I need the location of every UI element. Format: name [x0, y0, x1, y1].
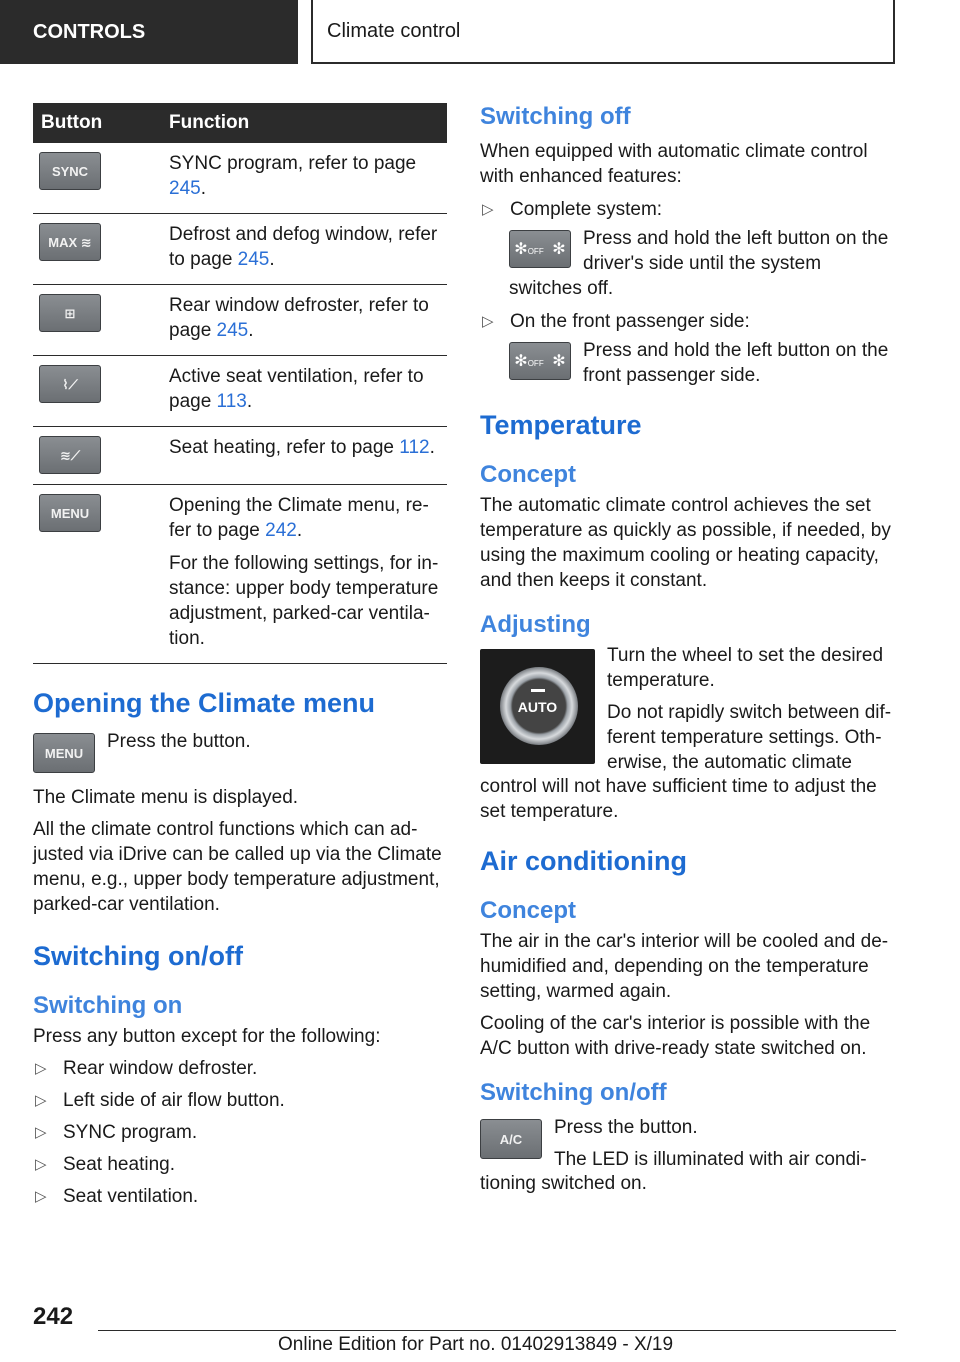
adjust-text-3: control will not have sufficient time to adjust the set temperature.	[480, 776, 877, 822]
heading-switching-off: Switching off	[480, 103, 631, 130]
menu-instruction	[33, 733, 447, 773]
table-row: ⌇⟋ Active seat ventilation, refer to page 113.	[33, 356, 447, 427]
heading-switching-on: Switching on	[33, 992, 183, 1019]
switch-off-text: When equipped with automatic climate control with enhanced features:	[480, 141, 868, 187]
header-button: Button	[33, 103, 159, 143]
chapter-title	[311, 0, 895, 64]
page-link[interactable]: 245	[169, 178, 201, 199]
row-text: Defrost and defog window, refer to page	[169, 224, 438, 270]
ac-button-icon: A/C	[480, 1119, 542, 1159]
air-cooling-text: Cooling of the car's interior is possible with the A/C button with drive-ready state switched on.	[480, 1013, 871, 1059]
page-link[interactable]: 112	[399, 437, 430, 458]
icon-text: SYNC	[51, 163, 89, 179]
switch-on-text: Press any button except for the following:	[33, 1026, 381, 1047]
chapter-title-text: Climate control	[327, 19, 461, 42]
page-link[interactable]: 245	[216, 320, 249, 341]
footer-divider	[98, 1330, 896, 1331]
triangle-bullet-icon: ▷	[482, 313, 494, 330]
heading-temperature: Temperature	[480, 410, 642, 440]
heading-ac-switching: Switching on/off	[480, 1079, 667, 1106]
ac-press-text: Press the button.	[554, 1117, 698, 1138]
table-header-row	[33, 103, 447, 143]
max-defrost-button-icon: MAX ≋	[39, 223, 101, 261]
list-item: ▷ Left side of air flow button.	[35, 1090, 285, 1111]
adjust-text-2: Do not rapidly switch between dif-ferent temperature settings. Oth-erwise, the automatic climate	[607, 702, 892, 773]
exception-list	[33, 1056, 447, 1209]
triangle-bullet-icon: ▷	[35, 1060, 47, 1077]
button-function-table	[33, 103, 447, 664]
list-item: ▷ Complete system:	[482, 199, 663, 220]
table-row: MENU Opening the Climate menu, re-fer to page 242. For the following settings, for in-stance: upper body temperature adjustment, parked-car ventila-tion.	[33, 485, 447, 664]
adjust-text-1: Turn the wheel to set the desired temperature.	[607, 645, 884, 691]
ac-led-text: The LED is illuminated with air condi-	[554, 1149, 867, 1170]
footer-edition: Online Edition for Part no. 01402913849 - X/19	[278, 1334, 674, 1355]
heading-concept-ac: Concept	[480, 897, 576, 924]
knob-label: AUTO	[517, 699, 558, 715]
complete-hold-text: Press and hold the left button on the driver's side until the system	[583, 228, 889, 274]
table-row: ≋⟋ Seat heating, refer to page 112.	[33, 427, 447, 485]
triangle-bullet-icon: ▷	[35, 1156, 47, 1173]
triangle-bullet-icon: ▷	[35, 1092, 47, 1109]
heading-opening-menu: Opening the Climate menu	[33, 688, 376, 718]
triangle-bullet-icon: ▷	[35, 1124, 47, 1141]
section-tab	[0, 0, 298, 64]
list-item: ▷ On the front passenger side:	[482, 311, 750, 332]
row-text: Opening the Climate menu, re-fer to page	[169, 495, 429, 541]
menu-button-icon: MENU	[33, 733, 95, 773]
table-row: ⊞ Rear window defroster, refer to page 245.	[33, 285, 447, 356]
heading-concept: Concept	[480, 461, 576, 488]
table-row: MAX ≋ Defrost and defog window, refer to page 245.	[33, 214, 447, 285]
row-text: Seat heating, refer to page	[169, 437, 400, 458]
temperature-knob-image	[480, 649, 595, 764]
complete-system-instruction	[509, 230, 896, 276]
temperature-concept-text: The automatic climate control achieves the set temperature as quickly as possible, if needed, by using the maximum cooling or heating capacity, and then keeps it constant.	[480, 495, 891, 591]
heading-adjusting: Adjusting	[480, 611, 591, 638]
ac-instruction	[480, 1119, 896, 1172]
air-concept-text: The air in the car's interior will be cooled and de-humidified and, depending on the temperature setting, warmed again.	[480, 931, 889, 1002]
row-text: Active seat ventilation, refer to page	[169, 366, 424, 412]
ac-led-continued: tioning switched on.	[480, 1173, 647, 1194]
row-text: Rear window defroster, refer to page	[169, 295, 429, 341]
heading-switching: Switching on/off	[33, 941, 243, 971]
front-passenger-instruction	[509, 342, 896, 388]
adjusting-instruction	[480, 645, 896, 775]
list-item: ▷ Rear window defroster.	[35, 1058, 258, 1079]
menu-description: All the climate control functions which can ad-justed via iDrive can be called up via the Climate menu, e.g., upper body temperature adjustment, parked-car ventilation.	[33, 819, 442, 915]
menu-button-icon: MENU	[39, 494, 101, 532]
page-number: 242	[33, 1303, 74, 1330]
page-link[interactable]: 242	[265, 520, 297, 541]
section-label: CONTROLS	[33, 20, 146, 43]
front-hold-text: Press and hold the left button on the front passenger side.	[583, 340, 889, 386]
menu-displayed-text: The Climate menu is displayed.	[33, 787, 299, 808]
left-column	[33, 103, 447, 1209]
rear-defroster-button-icon: ⊞	[39, 294, 101, 332]
fan-off-button-icon: ✻OFF ✻	[509, 342, 571, 380]
list-item: ▷ SYNC program.	[35, 1122, 198, 1143]
complete-hold-continued: switches off.	[509, 278, 614, 299]
table-row: SYNC SYNC program, refer to page 245.	[33, 143, 447, 214]
page-link[interactable]: 245	[237, 249, 270, 270]
list-item: ▷ Seat ventilation.	[35, 1186, 199, 1207]
page-link[interactable]: 113	[216, 391, 247, 412]
heading-air-conditioning: Air conditioning	[480, 846, 687, 876]
fan-off-button-icon: ✻OFF ✻	[509, 230, 571, 268]
sync-button-icon	[39, 152, 101, 190]
row-text: SYNC program, refer to page	[169, 153, 417, 174]
row-extra-text: For the following settings, for in-stance: upper body temperature adjustment, parked-car ventila-tion.	[169, 553, 439, 649]
triangle-bullet-icon: ▷	[482, 201, 494, 218]
triangle-bullet-icon: ▷	[35, 1188, 47, 1205]
seat-ventilation-button-icon: ⌇⟋	[39, 365, 101, 403]
header-function: Function	[159, 103, 447, 143]
seat-heating-button-icon: ≋⟋	[39, 436, 101, 474]
list-item: ▷ Seat heating.	[35, 1154, 175, 1175]
right-column	[480, 103, 896, 1196]
menu-press-text: Press the button.	[107, 731, 251, 752]
